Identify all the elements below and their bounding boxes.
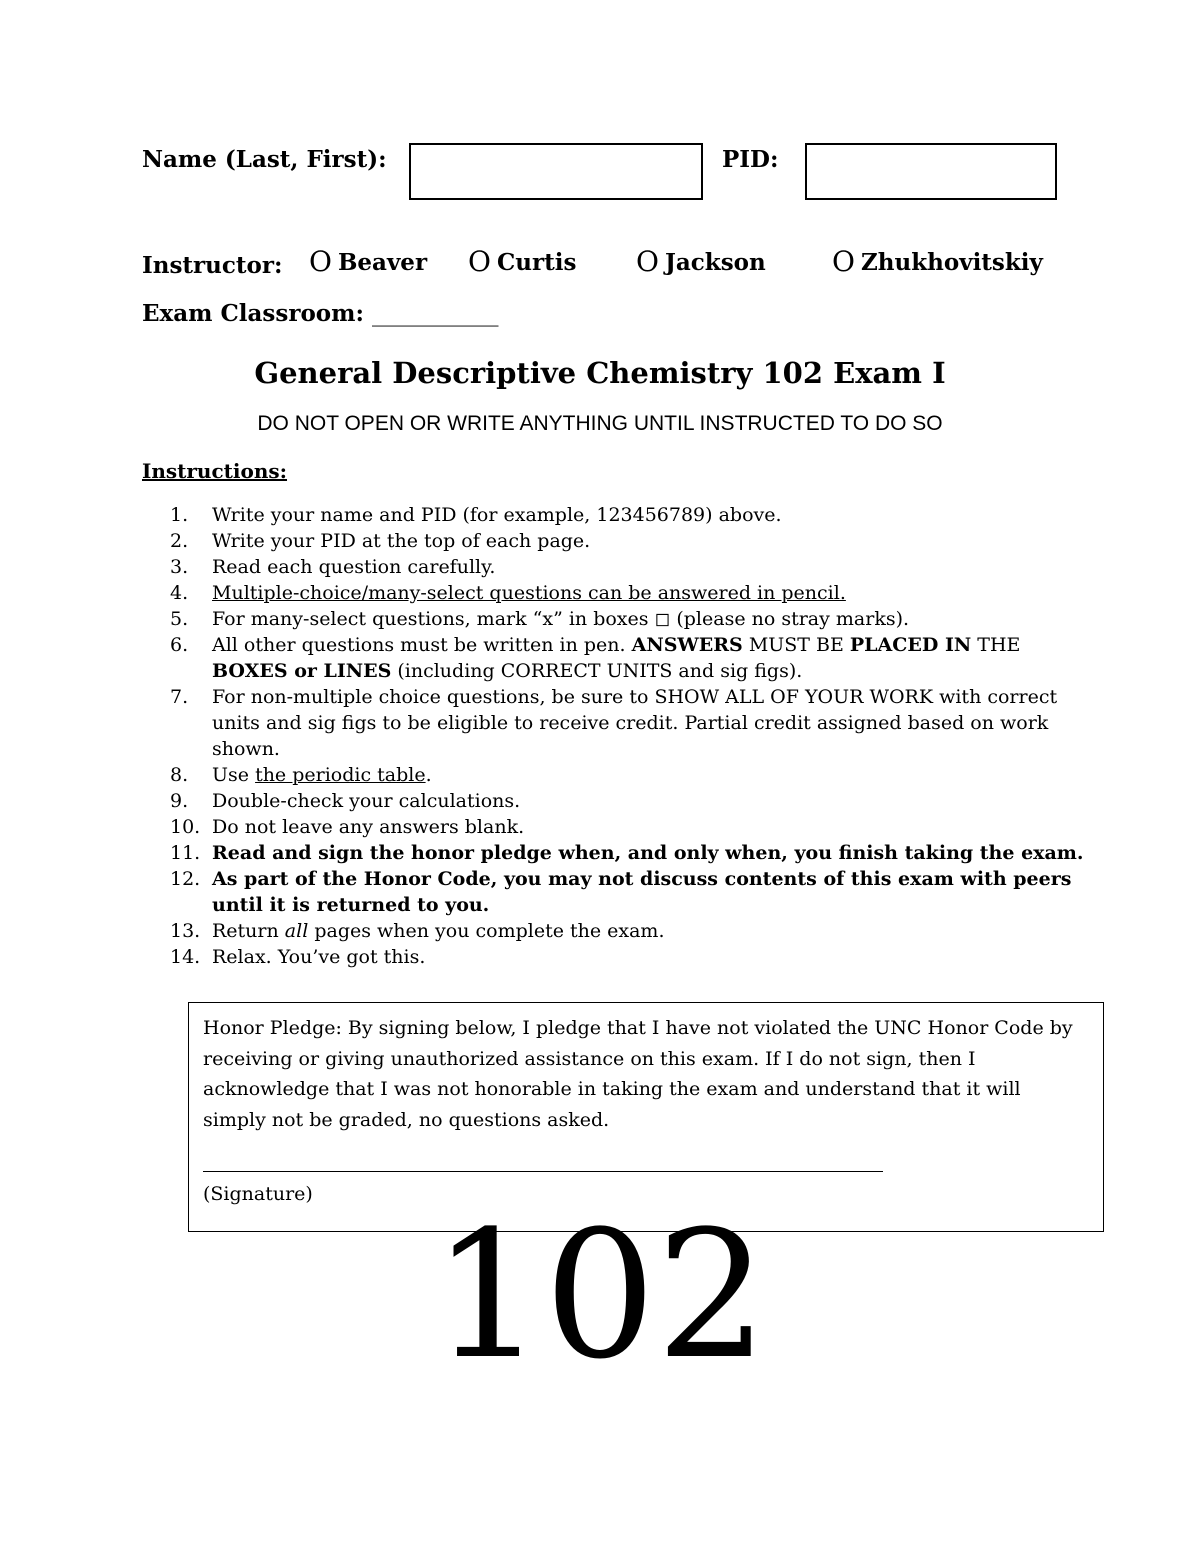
item-text: Double-check your calculations.: [212, 790, 521, 812]
item-number: 12.: [170, 868, 201, 890]
instructions-list: [170, 502, 1090, 970]
item-number: 11.: [170, 842, 201, 864]
item-text-italic: all: [284, 920, 309, 942]
radio-circle-icon[interactable]: O: [468, 245, 491, 278]
item-text: pages when you complete the exam.: [314, 920, 665, 942]
instructor-option-beaver[interactable]: [309, 245, 428, 278]
item-number: 2.: [170, 530, 189, 552]
item-number: 3.: [170, 556, 189, 578]
list-item: [170, 788, 1090, 814]
instructor-name: Curtis: [496, 248, 577, 276]
list-item: [170, 606, 1090, 632]
pid-label: PID:: [722, 146, 779, 173]
item-text: Write your PID at the top of each page.: [212, 530, 591, 552]
item-number: 4.: [170, 582, 189, 604]
list-item: [170, 684, 1090, 762]
item-text: Multiple-choice/many-select questions can be answered in pencil.: [212, 582, 846, 604]
item-text-bold: BOXES or LINES: [212, 660, 392, 682]
item-text-bold: Read and sign the honor pledge when, and only when, you finish taking the exam.: [212, 842, 1084, 864]
item-number: 1.: [170, 504, 189, 526]
item-text-bold: ANSWERS: [631, 634, 743, 656]
item-text: Do not leave any answers blank.: [212, 816, 525, 838]
item-text: (including CORRECT UNITS and sig figs).: [397, 660, 803, 682]
item-text: For many-select questions, mark “x” in boxes ◻ (please no stray marks).: [212, 608, 910, 630]
pid-field[interactable]: [805, 143, 1057, 200]
instructions-heading: Instructions:: [142, 459, 288, 483]
radio-circle-icon[interactable]: O: [832, 245, 855, 278]
instructor-option-zhukhovitskiy[interactable]: [832, 245, 1043, 278]
radio-circle-icon[interactable]: O: [309, 245, 332, 278]
item-text: MUST BE: [748, 634, 844, 656]
signature-label: (Signature): [203, 1183, 313, 1205]
item-text: Relax. You’ve got this.: [212, 946, 426, 968]
item-text: Use: [212, 764, 250, 786]
item-text: For non-multiple choice questions, be sure to SHOW ALL OF YOUR WORK with correct units and sig figs to be eligible to receive credit. Partial credit assigned based on work shown.: [212, 686, 1058, 760]
item-text: Read each question carefully.: [212, 556, 496, 578]
course-number: 102: [432, 1193, 768, 1398]
item-number: 13.: [170, 920, 201, 942]
radio-circle-icon[interactable]: O: [636, 245, 659, 278]
item-text: THE: [977, 634, 1021, 656]
item-number: 14.: [170, 946, 201, 968]
instructor-name: Beaver: [337, 248, 428, 276]
warning-text: DO NOT OPEN OR WRITE ANYTHING UNTIL INSTRUCTED TO DO SO: [257, 412, 943, 435]
periodic-table-link[interactable]: the periodic table: [255, 764, 426, 786]
item-number: 7.: [170, 686, 189, 708]
list-item: [170, 528, 1090, 554]
instructor-option-jackson[interactable]: [636, 245, 766, 278]
list-item: [170, 918, 1090, 944]
name-field[interactable]: [409, 143, 703, 200]
list-item: [170, 866, 1090, 918]
item-number: 8.: [170, 764, 189, 786]
name-label: Name (Last, First):: [142, 146, 387, 173]
item-text: Return: [212, 920, 279, 942]
list-item: [170, 840, 1090, 866]
exam-title: General Descriptive Chemistry 102 Exam I: [254, 356, 946, 390]
list-item: [170, 814, 1090, 840]
list-item: [170, 554, 1090, 580]
item-text: All other questions must be written in pen.: [212, 634, 626, 656]
item-number: 6.: [170, 634, 189, 656]
classroom-label: Exam Classroom:: [142, 300, 364, 327]
list-item: [170, 944, 1090, 970]
instructor-name: Zhukhovitskiy: [860, 248, 1043, 276]
instructor-option-curtis[interactable]: [468, 245, 577, 278]
list-item: [170, 502, 1090, 528]
classroom-row: [142, 300, 498, 327]
item-text-bold: PLACED IN: [849, 634, 972, 656]
item-number: 5.: [170, 608, 189, 630]
list-item: [170, 632, 1090, 684]
honor-pledge-text: Honor Pledge: By signing below, I pledge that I have not violated the UNC Honor Code by receiving or giving unauthorized assistance on this exam. If I do not sign, then I acknowledge that I was not honorable in taking the exam and understand that it will simply not be graded, no questions asked.: [203, 1017, 1073, 1131]
item-text: .: [425, 764, 432, 786]
list-item: [170, 580, 1090, 606]
item-number: 9.: [170, 790, 189, 812]
instructor-label: Instructor:: [142, 252, 283, 279]
signature-line[interactable]: [203, 1171, 883, 1172]
instructor-name: Jackson: [664, 248, 766, 276]
item-text: Write your name and PID (for example, 123456789) above.: [212, 504, 782, 526]
item-text-bold: As part of the Honor Code, you may not discuss contents of this exam with peers until it is returned to you.: [212, 868, 1072, 916]
item-number: 10.: [170, 816, 201, 838]
list-item: [170, 762, 1090, 788]
classroom-blank[interactable]: ___________: [371, 301, 499, 327]
